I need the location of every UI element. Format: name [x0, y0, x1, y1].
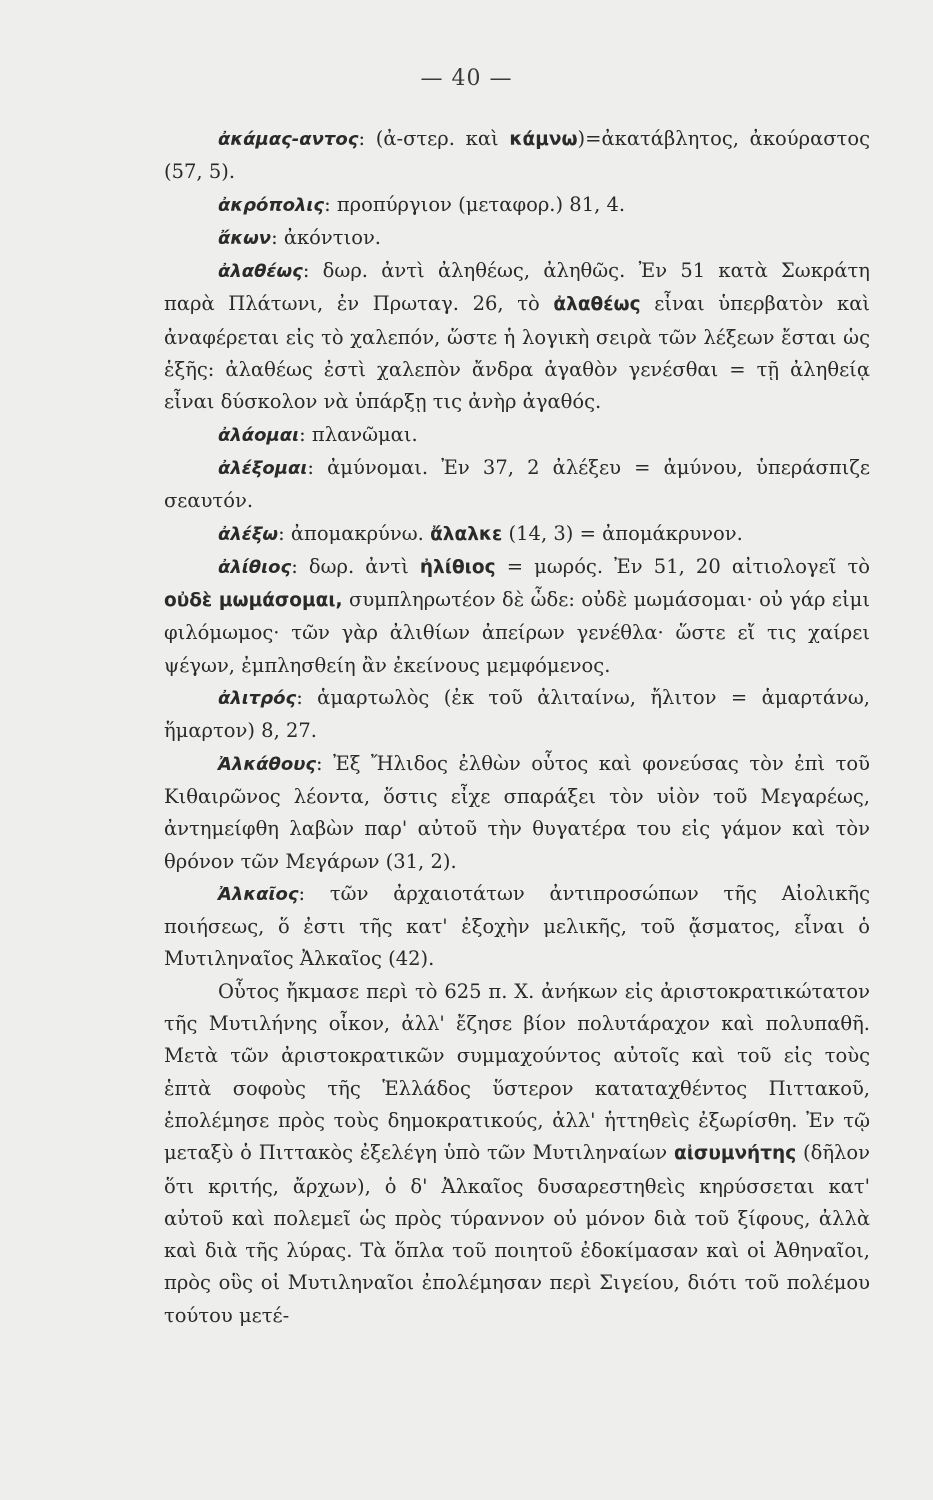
- entry-alitros: [164, 682, 870, 748]
- bold-term: αἰσυμνήτης: [674, 1143, 797, 1165]
- headword: ἀκάμας-αντος: [218, 129, 359, 150]
- paragraph-text: (δῆλον ὅτι κριτής, ἄρχων), ὁ δ' Ἀλκαῖος δυσαρεστηθεὶς κηρύσσεται κατ' αὐτοῦ καὶ πολεμεῖ ὡς πρὸς τύραννον οὐ μόνον διὰ τοῦ ξίφους, ἀλλὰ καὶ διὰ τῆς λύρας. Τὰ ὅπλα τοῦ ποιητοῦ ἐδοκίμασαν καὶ οἱ Ἀθηναῖοι, πρὸς οὓς οἱ Μυτιληναῖοι ἐπολέμησαν περὶ Σιγείου, διότι τοῦ πολέμου τούτου μετέ-: [164, 1141, 871, 1327]
- bold-term: κάμνω: [509, 129, 578, 150]
- headword: ἀκρόπολις: [218, 194, 325, 216]
- paragraph-alkaios-bio: [164, 976, 870, 1332]
- entry-alexo: [164, 518, 870, 551]
- entry-akropolis: [164, 189, 870, 222]
- entry-text: : προπύργιον (μεταφορ.) 81, 4.: [324, 192, 626, 216]
- entry-text: : πλανῶμαι.: [299, 422, 418, 446]
- headword: Ἀλκάθους: [218, 753, 317, 775]
- entry-akamas: [164, 123, 870, 189]
- bold-term: οὐδὲ μωμάσομαι,: [164, 590, 343, 612]
- entry-alaomai: [164, 419, 870, 452]
- headword: ἄκων: [218, 227, 272, 249]
- entry-text: : δωρ. ἀντὶ: [291, 554, 420, 578]
- bold-term: ἠλίθιος: [419, 556, 496, 578]
- entry-text: : δωρ. ἀντὶ ἀληθέως, ἀληθῶς. Ἐν 51 κατὰ Σωκράτη παρὰ Πλάτωνι, ἐν Πρωταγ. 26, τὸ: [164, 259, 870, 316]
- entry-text: (14, 3) = ἀπομάκρυνον.: [502, 521, 743, 545]
- headword: ἀλέξομαι: [218, 457, 308, 479]
- bold-term: ἄλαλκε: [430, 523, 503, 545]
- entry-alkaios: [164, 878, 870, 976]
- page-number: — 40 —: [420, 66, 513, 91]
- headword: ἀλίθιος: [218, 556, 292, 578]
- glossary-text: [164, 123, 870, 1332]
- paragraph-text: Οὗτος ἤκμασε περὶ τὸ 625 π. Χ. ἀνήκων εἰς ἀριστοκρατικώτατον τῆς Μυτιλήνης οἶκον, ἀλλ' ἔζησε βίον πολυτάραχον καὶ πολυπαθῆ. Μετὰ τῶν ἀριστοκρατικῶν συμμαχούντος αὐτοῖς καὶ τοῦ εἰς τοὺς ἑπτὰ σοφοὺς τῆς Ἑλλάδος ὕστερον καταταχθέντος Πιττακοῦ, ἐπολέμησε πρὸς τοὺς δημοκρατικούς, ἀλλ' ἡττηθεὶς ἐξωρίσθη. Ἐν τῷ μεταξὺ ὁ Πιττακὸς ἐξελέγη ὑπὸ τῶν Μυτιληναίων: [164, 979, 870, 1165]
- entry-text: : ἀπομακρύνω.: [278, 521, 431, 545]
- entry-text: )=ἀκατάβλητος, ἀκούραστος (57, 5).: [164, 127, 870, 184]
- entry-text: = μωρός. Ἐν 51, 20 αἰτιολογεῖ τὸ: [495, 554, 870, 578]
- entry-text: : τῶν ἀρχαιοτάτων ἀντιπροσώπων τῆς Αἰολικῆς ποιήσεως, ὅ ἐστι τῆς κατ' ἐξοχὴν μελικῆς, τοῦ ᾄσματος, εἶναι ὁ Μυτιληναῖος Ἀλκαῖος (42).: [164, 881, 870, 971]
- headword: ἀλάομαι: [218, 424, 300, 446]
- entry-alexomai: [164, 452, 870, 518]
- entry-text: : Ἐξ Ἤλιδος ἐλθὼν οὗτος καὶ φονεύσας τὸν ἐπὶ τοῦ Κιθαιρῶνος λέοντα, ὅστις εἶχε σπαράξει τὸν υἱὸν τοῦ Μεγαρέως, ἀντημείφθη λαβὼν παρ' αὐτοῦ τὴν θυγατέρα του εἰς γάμον καὶ τὸν θρόνον τῶν Μεγάρων (31, 2).: [164, 751, 870, 873]
- headword: Ἀλκαῖος: [218, 883, 299, 905]
- entry-text: εἶναι ὑπερβατὸν καὶ ἀναφέρεται εἰς τὸ χαλεπόν, ὥστε ἡ λογικὴ σειρὰ τῶν λέξεων ἔσται ὡς ἑξῆς: ἀλαθέως ἐστὶ χαλεπὸν ἄνδρα ἀγαθὸν γενέσθαι = τῇ ἀληθείᾳ εἶναι δύσκολον νὰ ὑπάρξῃ τις ἀνὴρ ἀγαθός.: [164, 292, 871, 414]
- entry-text: : (ἀ-στερ. καὶ: [358, 127, 510, 150]
- bold-term: ἀλαθέως: [553, 294, 641, 316]
- entry-alatheos: [164, 255, 870, 418]
- entry-alkathous: [164, 748, 870, 878]
- entry-alithios: [164, 551, 870, 682]
- entry-text: : ἀκόντιον.: [271, 225, 382, 249]
- headword: ἀλιτρός: [218, 688, 297, 710]
- headword: ἀλέξω: [218, 523, 279, 545]
- entry-text: : ἁμαρτωλὸς (ἐκ τοῦ ἀλιταίνω, ἤλιτον = ἁμαρτάνω, ἥμαρτον) 8, 27.: [164, 686, 870, 743]
- entry-text: συμπληρωτέον δὲ ὧδε: οὐδὲ μωμάσομαι· οὐ γάρ εἰμι φιλόμωμος· τῶν γὰρ ἀλιθίων ἀπείρων γενέθλα· ὥστε εἴ τις χαίρει ψέγων, ἐμπλησθείη ἂν ἐκείνους μεμφόμενος.: [164, 588, 870, 677]
- headword: ἀλαθέως: [218, 261, 303, 283]
- entry-text: : ἀμύνομαι. Ἐν 37, 2 ἀλέξευ = ἀμύνου, ὑπεράσπιζε σεαυτόν.: [164, 455, 870, 513]
- entry-akon: [164, 222, 870, 255]
